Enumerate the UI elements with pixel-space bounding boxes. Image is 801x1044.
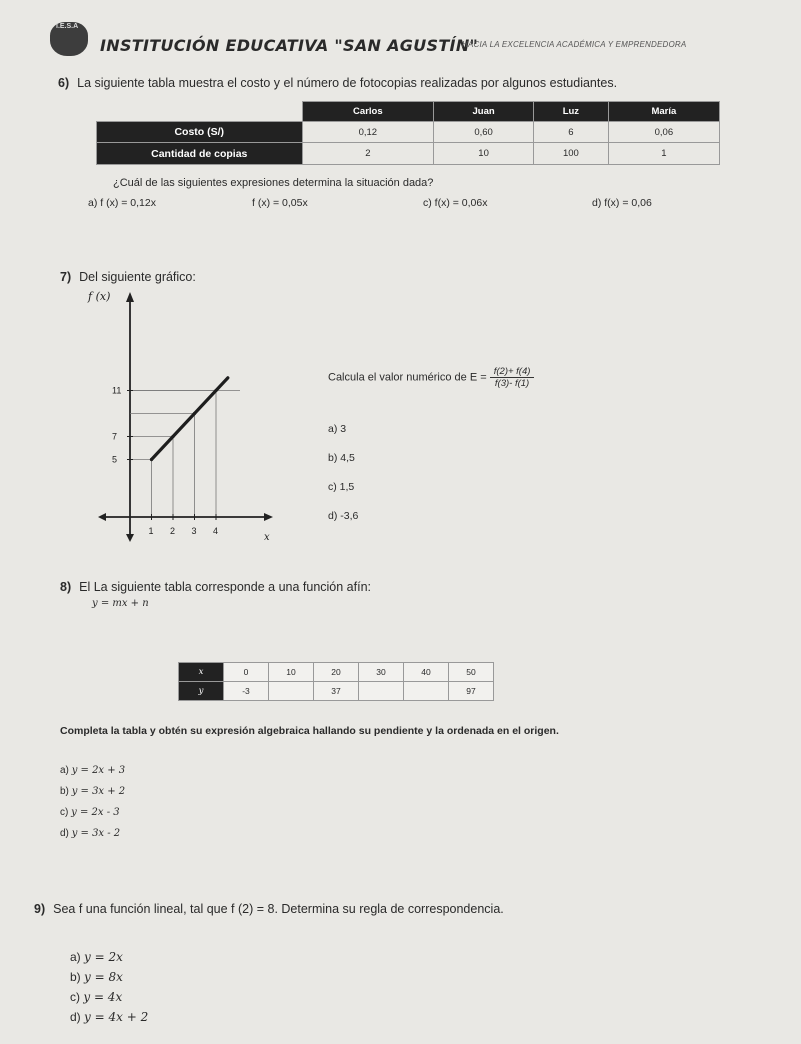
question-6-text: La siguiente tabla muestra el costo y el número de fotocopias realizadas por algunos estudiantes.	[77, 76, 618, 90]
x-tick-label: 3	[191, 526, 197, 536]
row-label: Cantidad de copias	[97, 143, 303, 165]
q8-option-a	[60, 765, 125, 776]
row-label: Costo (S/)	[97, 121, 303, 143]
q7-option-c: c) 1,5	[328, 481, 355, 493]
option-letter: d)	[60, 828, 69, 839]
table-cell: 37	[314, 682, 359, 701]
function-graph	[80, 286, 290, 546]
question-6-prompt: ¿Cuál de las siguientes expresiones determina la situación dada?	[113, 177, 434, 189]
y-axis-label: f (x)	[88, 290, 111, 303]
data-point	[171, 435, 174, 438]
table-cell: 10	[269, 663, 314, 682]
copies-table	[96, 101, 720, 165]
question-7-prompt	[328, 366, 534, 389]
q7-option-b: b) 4,5	[328, 452, 355, 464]
y-tick-label: 7	[112, 431, 118, 442]
x-row-label: x	[179, 663, 224, 682]
table-cell: 2	[302, 143, 434, 165]
q9-option-b	[70, 970, 123, 984]
q6-option-d: d) f(x) = 0,06	[592, 197, 652, 209]
table-header: Carlos	[302, 102, 434, 122]
school-motto: HACIA LA EXCELENCIA ACADÉMICA Y EMPRENDEDORA	[462, 40, 687, 49]
question-6-number: 6)	[58, 76, 70, 90]
data-point	[214, 389, 217, 392]
q8-option-b	[60, 786, 125, 797]
table-cell: 0,60	[434, 121, 534, 143]
table-cell: -3	[224, 682, 269, 701]
table-row	[179, 663, 494, 682]
school-logo	[50, 22, 88, 56]
q6-option-b: f (x) = 0,05x	[252, 197, 308, 209]
table-cell: 100	[534, 143, 609, 165]
q9-option-c	[70, 990, 122, 1004]
question-9-text: Sea f una función lineal, tal que f (2) = 8. Determina su regla de correspondencia.	[53, 902, 504, 916]
question-7-number: 7)	[60, 270, 72, 284]
table-row	[179, 682, 494, 701]
table-cell: 97	[449, 682, 494, 701]
q8-option-d	[60, 828, 120, 839]
question-6	[58, 76, 617, 90]
table-header: Luz	[534, 102, 609, 122]
school-name: INSTITUCIÓN EDUCATIVA "SAN AGUSTÍN"	[100, 36, 479, 55]
question-7-text: Del siguiente gráfico:	[79, 270, 196, 284]
table-cell-blank[interactable]	[269, 682, 314, 701]
affine-table	[178, 662, 494, 701]
option-letter: d)	[70, 1010, 81, 1024]
table-row	[97, 102, 720, 122]
q9-option-a	[70, 950, 123, 964]
option-expression: y = 3x + 2	[71, 786, 126, 797]
table-cell: 0,12	[302, 121, 434, 143]
y-tick-label: 5	[112, 454, 118, 465]
logo-text: I.E.S.A	[56, 23, 79, 30]
y-tick-label: 11	[112, 385, 122, 396]
question-8	[60, 580, 371, 594]
y-axis-arrow-down	[126, 534, 134, 542]
table-cell: 1	[608, 143, 719, 165]
y-row-label: y	[179, 682, 224, 701]
option-letter: a)	[70, 950, 81, 964]
table-cell: 0,06	[608, 121, 719, 143]
q6-option-c: c) f(x) = 0,06x	[423, 197, 488, 209]
question-8-instruction: Completa la tabla y obtén su expresión algebraica hallando su pendiente y la ordenada en el origen.	[60, 725, 559, 737]
question-8-text: El La siguiente tabla corresponde a una función afín:	[79, 580, 371, 594]
option-expression: y = 3x - 2	[71, 828, 121, 839]
fraction-numerator: f(2)+ f(4)	[490, 366, 535, 378]
table-cell: 50	[449, 663, 494, 682]
table-cell: 10	[434, 143, 534, 165]
q8-option-c	[60, 807, 120, 818]
table-row	[97, 143, 720, 165]
x-axis-label: x	[264, 532, 270, 543]
table-cell: 6	[534, 121, 609, 143]
x-axis-arrow-left	[98, 513, 106, 521]
table-cell-blank[interactable]	[359, 682, 404, 701]
data-point	[193, 412, 196, 415]
table-header: María	[608, 102, 719, 122]
fraction-denominator: f(3)- f(1)	[494, 378, 530, 389]
option-letter: c)	[60, 807, 69, 818]
table-cell: 0	[224, 663, 269, 682]
option-expression: y = 2x	[84, 950, 123, 964]
q7-option-a: a) 3	[328, 423, 347, 435]
q7-prompt-text: Calcula el valor numérico de E =	[328, 371, 487, 384]
affine-formula: y = mx + n	[92, 598, 149, 609]
table-corner	[97, 102, 303, 122]
x-tick-label: 4	[213, 526, 219, 536]
e-fraction	[490, 366, 535, 389]
table-header: Juan	[434, 102, 534, 122]
question-9-number: 9)	[34, 902, 46, 916]
data-point	[150, 458, 153, 461]
option-letter: c)	[70, 990, 80, 1004]
y-axis-arrow	[126, 292, 134, 302]
option-letter: b)	[60, 786, 69, 797]
option-expression: y = 8x	[84, 970, 123, 984]
table-cell: 40	[404, 663, 449, 682]
q9-option-d	[70, 1010, 148, 1024]
table-cell: 30	[359, 663, 404, 682]
table-row	[97, 121, 720, 143]
question-8-number: 8)	[60, 580, 72, 594]
q6-option-a: a) f (x) = 0,12x	[88, 197, 156, 209]
x-tick-label: 1	[148, 526, 154, 536]
question-9	[34, 902, 504, 916]
option-expression: y = 4x + 2	[84, 1010, 149, 1024]
option-letter: a)	[60, 765, 69, 776]
x-axis-arrow	[264, 513, 273, 521]
option-expression: y = 4x	[83, 990, 123, 1004]
table-cell: 20	[314, 663, 359, 682]
option-expression: y = 2x - 3	[71, 807, 120, 818]
table-cell-blank[interactable]	[404, 682, 449, 701]
question-7	[60, 270, 196, 284]
option-letter: b)	[70, 970, 81, 984]
x-tick-label: 2	[170, 526, 176, 536]
q7-option-d: d) -3,6	[328, 510, 359, 522]
option-expression: y = 2x + 3	[71, 765, 126, 776]
